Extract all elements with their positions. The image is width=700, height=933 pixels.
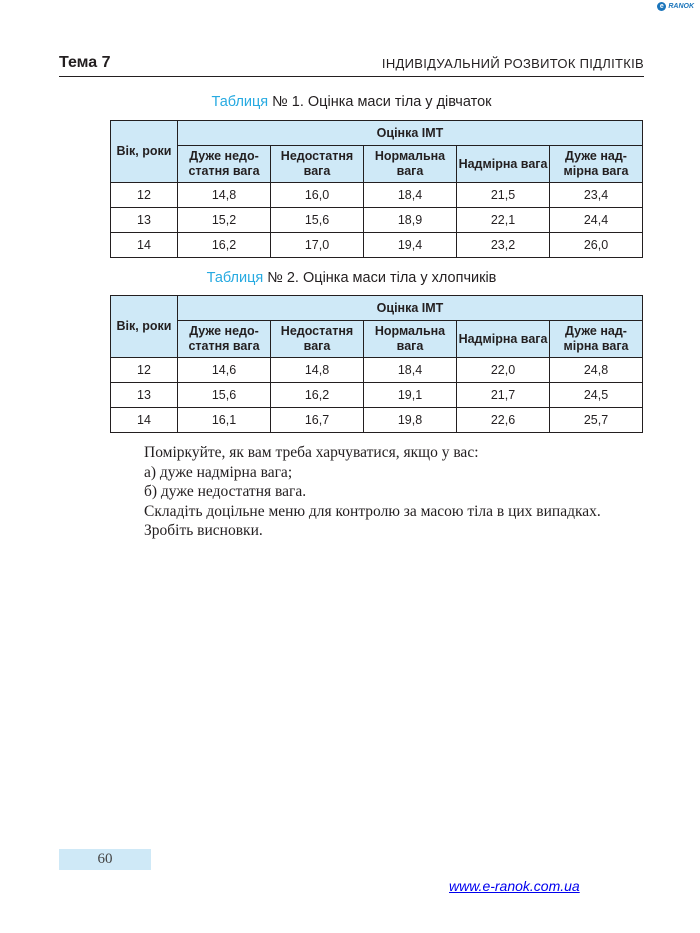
table-cell: 22,1	[457, 208, 550, 233]
table-cell: 22,6	[457, 408, 550, 433]
table-cell: 16,7	[271, 408, 364, 433]
table-cell: 14	[111, 233, 178, 258]
table-cell: 16,2	[178, 233, 271, 258]
column-header: Надмірна вага	[457, 146, 550, 183]
table-cell: 12	[111, 358, 178, 383]
page-header	[59, 50, 644, 77]
column-header: Нормальна вага	[364, 321, 457, 358]
table-cell: 25,7	[550, 408, 643, 433]
paragraph: Поміркуйте, як вам треба харчуватися, якщо у вас:	[144, 444, 479, 461]
table-cell: 23,4	[550, 183, 643, 208]
table-cell: 22,0	[457, 358, 550, 383]
table-cell: 16,1	[178, 408, 271, 433]
table-row	[111, 383, 643, 408]
table-cell: 15,6	[271, 208, 364, 233]
age-header: Вік, роки	[111, 296, 178, 358]
table-cell: 17,0	[271, 233, 364, 258]
publisher-link[interactable]: www.e-ranok.com.ua	[449, 878, 580, 894]
publisher-logo	[657, 2, 694, 11]
table-cell: 24,8	[550, 358, 643, 383]
paragraph: Складіть доцільне меню для контролю за масою тіла в цих випадках.	[144, 502, 601, 520]
table-cell: 19,8	[364, 408, 457, 433]
theme-label: Тема 7	[59, 54, 111, 71]
logo-text: RANOK	[668, 3, 694, 10]
column-header: Дуже над-мірна вага	[550, 146, 643, 183]
table-cell: 12	[111, 183, 178, 208]
table-girls-bmi	[110, 120, 643, 258]
column-header: Нормальна вага	[364, 146, 457, 183]
table-cell: 18,4	[364, 358, 457, 383]
column-header: Надмірна вага	[457, 321, 550, 358]
column-header: Недостатня вага	[271, 146, 364, 183]
table-cell: 14,8	[271, 358, 364, 383]
assignment-text	[110, 443, 643, 541]
table-cell: 19,1	[364, 383, 457, 408]
bmi-group-header: Оцінка ІМТ	[178, 296, 643, 321]
table-cell: 16,2	[271, 383, 364, 408]
table-cell: 23,2	[457, 233, 550, 258]
table-cell: 24,5	[550, 383, 643, 408]
table-cell: 14,6	[178, 358, 271, 383]
table1-caption-label: Таблиця	[211, 94, 269, 110]
bmi-group-header: Оцінка ІМТ	[178, 121, 643, 146]
table2-caption-text: № 2. Оцінка маси тіла у хлопчиків	[263, 270, 497, 286]
table-row	[111, 208, 643, 233]
table1-caption-text: № 1. Оцінка маси тіла у дівчаток	[268, 94, 492, 110]
page-number: 60	[59, 849, 151, 870]
table-row	[111, 233, 643, 258]
logo-icon: e	[657, 2, 666, 11]
table-cell: 21,5	[457, 183, 550, 208]
chapter-subject: ІНДИВІДУАЛЬНИЙ РОЗВИТОК ПІДЛІТКІВ	[381, 55, 644, 71]
table-row	[111, 408, 643, 433]
table-cell: 19,4	[364, 233, 457, 258]
list-item: б) дуже недостатня вага.	[144, 483, 307, 500]
table1-caption	[59, 94, 644, 110]
table2-caption-label: Таблиця	[206, 270, 264, 286]
table-cell: 13	[111, 383, 178, 408]
table-cell: 18,4	[364, 183, 457, 208]
list-item: а) дуже надмірна вага;	[144, 463, 293, 481]
table-cell: 14	[111, 408, 178, 433]
column-header: Дуже недо-статня вага	[178, 146, 271, 183]
table-cell: 14,8	[178, 183, 271, 208]
column-header: Дуже недо-статня вага	[178, 321, 271, 358]
table-cell: 21,7	[457, 383, 550, 408]
column-header: Дуже над-мірна вага	[550, 321, 643, 358]
table-cell: 18,9	[364, 208, 457, 233]
table-cell: 16,0	[271, 183, 364, 208]
table-row	[111, 183, 643, 208]
table2-caption	[59, 270, 644, 286]
table-cell: 24,4	[550, 208, 643, 233]
table-cell: 15,6	[178, 383, 271, 408]
paragraph: Зробіть висновки.	[144, 522, 263, 539]
table-row	[111, 358, 643, 383]
table-boys-bmi	[110, 295, 643, 433]
column-header: Недостатня вага	[271, 321, 364, 358]
table-cell: 15,2	[178, 208, 271, 233]
table-cell: 26,0	[550, 233, 643, 258]
age-header: Вік, роки	[111, 121, 178, 183]
table-cell: 13	[111, 208, 178, 233]
